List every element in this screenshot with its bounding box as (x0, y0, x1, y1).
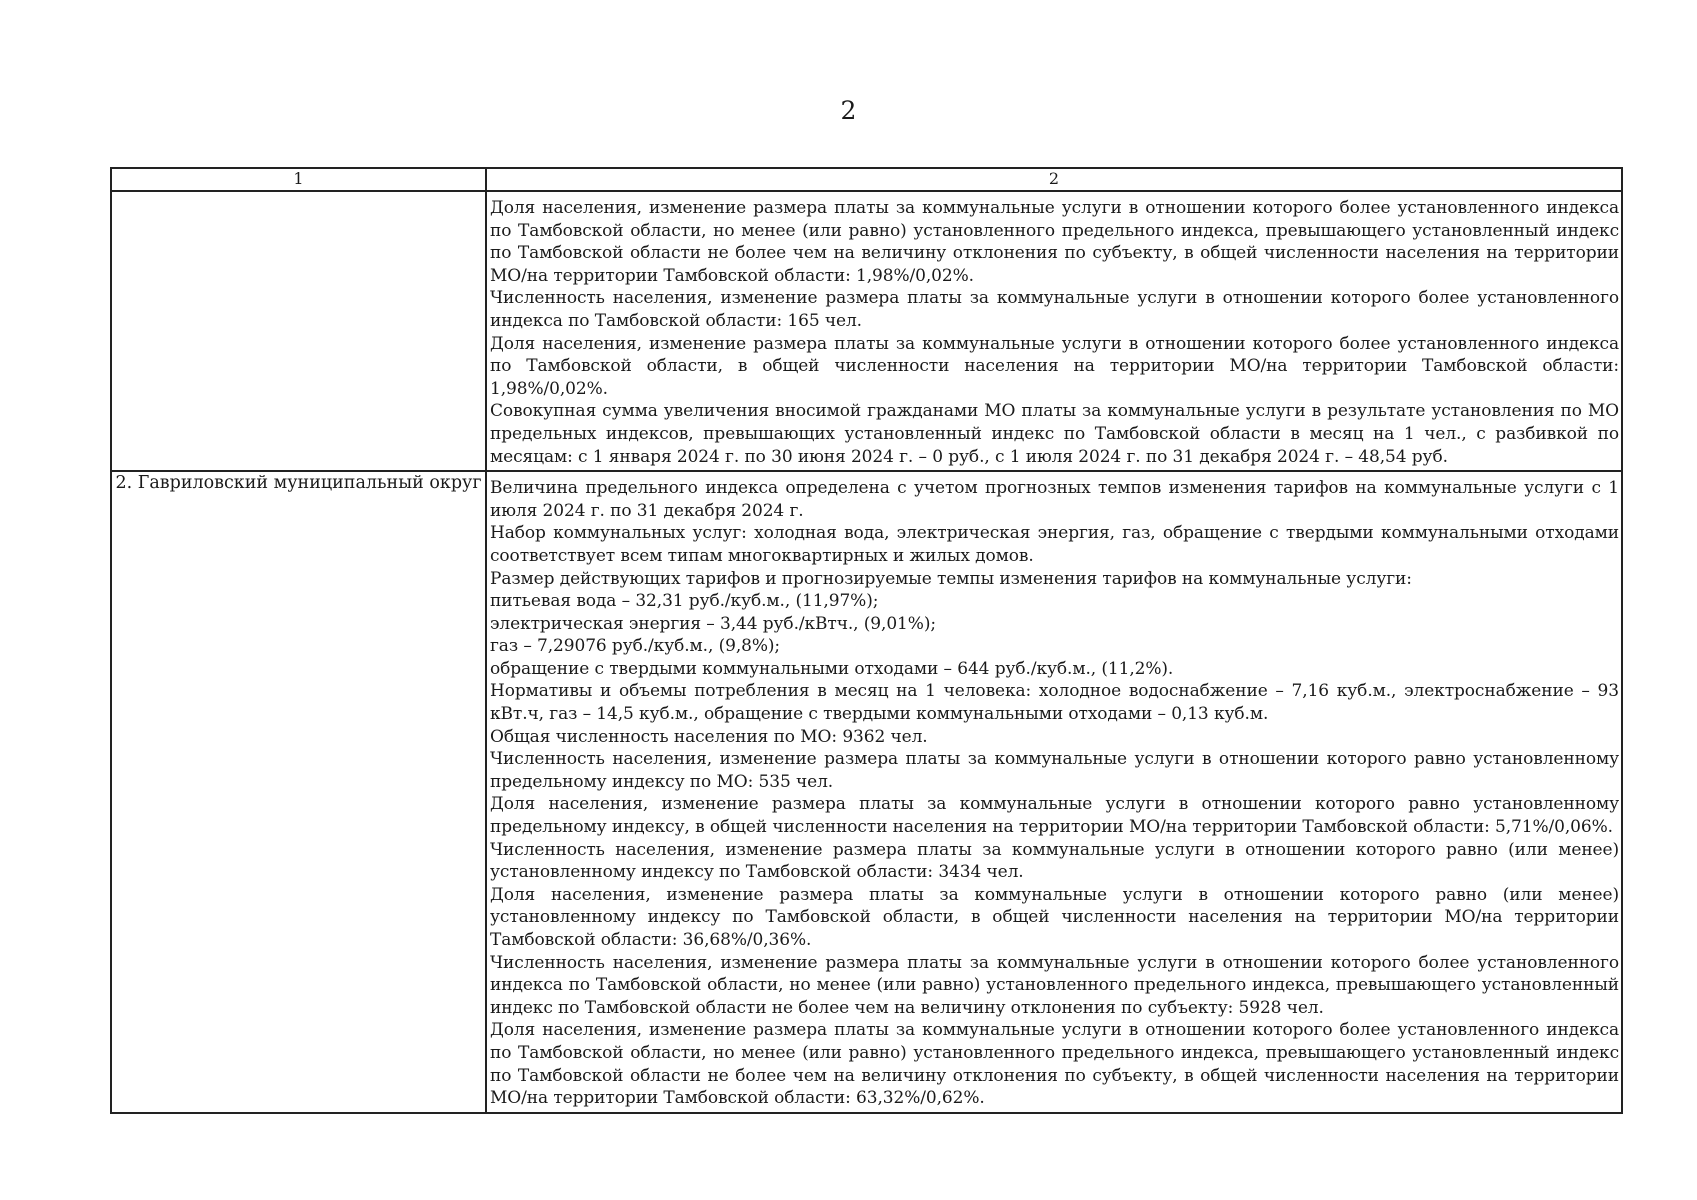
paragraph: Численность населения, изменение размера платы за коммунальные услуги в отношении которого равно установленному предельному индексу по МО: 535 чел. (490, 749, 1619, 792)
data-table (110, 167, 1623, 1114)
page-number: 2 (840, 96, 857, 125)
table-row (111, 191, 1622, 471)
paragraph: электрическая энергия – 3,44 руб./кВтч., (9,01%); (490, 613, 936, 634)
paragraph: Доля населения, изменение размера платы за коммунальные услуги в отношении которого более установленного индекса по Тамбовской области, но менее (или равно) установленного предельного индекса, превышающего установленный индекс по Тамбовской области не более чем на величину отклонения по субъекту, в общей численности населения на территории МО/на территории Тамбовской области: 63,32%/0,62%. (490, 1020, 1619, 1109)
paragraph: обращение с твердыми коммунальными отходами – 644 руб./куб.м., (11,2%). (490, 658, 1174, 679)
description-cell (486, 191, 1622, 471)
paragraph: Доля населения, изменение размера платы за коммунальные услуги в отношении которого равно установленному предельному индексу, в общей численности населения на территории МО/на территории Тамбовской области: 5,71%/0,06%. (490, 794, 1619, 838)
column-header-1: 1 (111, 168, 486, 191)
paragraph: Нормативы и объемы потребления в месяц на 1 человека: холодное водоснабжение – 7,16 куб.м., электроснабжение – 93 кВт.ч, газ – 14,5 куб.м., обращение с твердыми коммунальными отходами – 0,13 куб.м. (490, 681, 1619, 725)
paragraph: Доля населения, изменение размера платы за коммунальные услуги в отношении которого равно (или менее) установленному индексу по Тамбовской области, в общей численности населения на территории МО/на территории Тамбовской области: 36,68%/0,36%. (490, 884, 1619, 950)
paragraph: Доля населения, изменение размера платы за коммунальные услуги в отношении которого более установленного индекса по Тамбовской области, но менее (или равно) установленного предельного индекса, превышающего установленный индекс по Тамбовской области не более чем на величину отклонения по субъекту, в общей численности населения на территории МО/на территории Тамбовской области: 1,98%/0,02%. (490, 198, 1619, 286)
paragraph: Численность населения, изменение размера платы за коммунальные услуги в отношении которого более установленного индекса по Тамбовской области, но менее (или равно) установленного предельного индекса, превышающего установленный индекс по Тамбовской области не более чем на величину отклонения по субъекту: 5928 чел. (490, 952, 1619, 1018)
paragraph: Доля населения, изменение размера платы за коммунальные услуги в отношении которого более установленного индекса по Тамбовской области, в общей численности населения на территории МО/на территории Тамбовской области: 1,98%/0,02%. (490, 333, 1619, 399)
paragraph: газ – 7,29076 руб./куб.м., (9,8%); (490, 636, 781, 657)
paragraph: Совокупная сумма увеличения вносимой гражданами МО платы за коммунальные услуги в результате установления по МО предельных индексов, превышающих установленный индекс по Тамбовской области в месяц на 1 чел., с разбивкой по месяцам: с 1 января 2024 г. по 30 июня 2024 г. – 0 руб., с 1 июля 2024 г. по 31 декабря 2024 г. – 48,54 руб. (490, 401, 1619, 467)
table-row (111, 471, 1622, 1113)
municipality-name-cell (111, 191, 486, 471)
paragraph: питьевая вода – 32,31 руб./куб.м., (11,97%); (490, 591, 879, 612)
paragraph: Величина предельного индекса определена с учетом прогнозных темпов изменения тарифов на коммунальные услуги с 1 июля 2024 г. по 31 декабря 2024 г. (490, 478, 1619, 521)
paragraph: Численность населения, изменение размера платы за коммунальные услуги в отношении которого равно (или менее) установленному индексу по Тамбовской области: 3434 чел. (490, 839, 1619, 883)
paragraph: Общая численность населения по МО: 9362 чел. (490, 726, 928, 747)
paragraph: Численность населения, изменение размера платы за коммунальные услуги в отношении которого более установленного индекса по Тамбовской области: 165 чел. (490, 288, 1619, 331)
column-header-2: 2 (486, 168, 1622, 191)
description-cell (486, 471, 1622, 1113)
table-header-row (111, 168, 1622, 191)
municipality-name-cell: 2. Гавриловский муниципальный округ (111, 471, 486, 1113)
paragraph: Размер действующих тарифов и прогнозируемые темпы изменения тарифов на коммунальные услуги: (490, 568, 1412, 589)
paragraph: Набор коммунальных услуг: холодная вода, электрическая энергия, газ, обращение с твердыми коммунальными отходами соответствует всем типам многоквартирных и жилых домов. (490, 523, 1619, 566)
